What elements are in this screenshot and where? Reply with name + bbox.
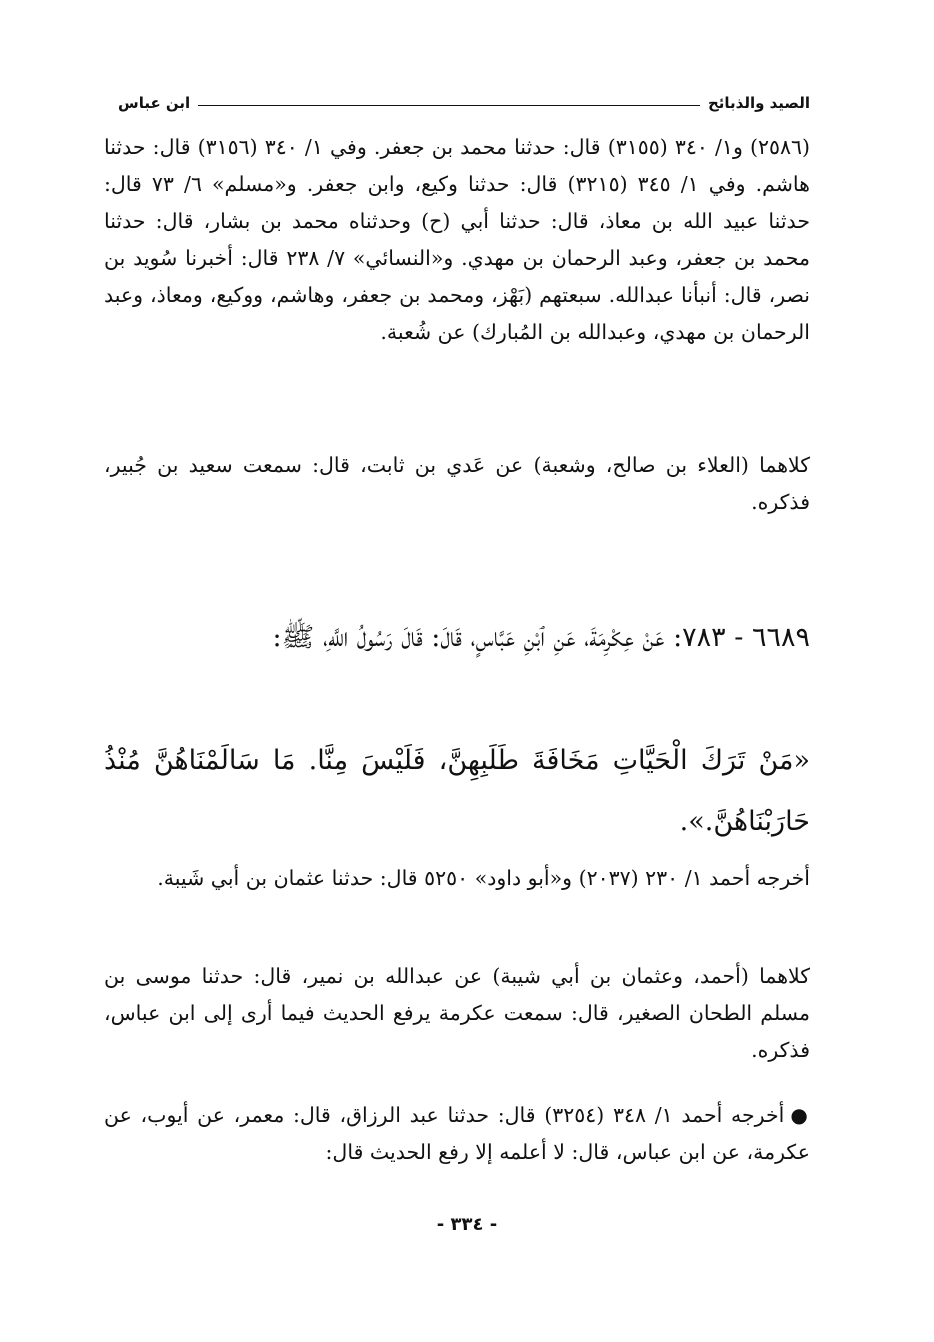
note-paragraph-3: أخرجه أحمد ١/ ٢٣٠ (٢٠٣٧) و«أبو داود» ٥٢٥٠ قال: حدثنا عثمان بن أبي شَيبة. — [157, 866, 810, 890]
book-title: الصيد والذبائح — [707, 94, 810, 112]
running-header — [118, 86, 810, 112]
page-number: - ٣٣٤ - — [436, 1214, 498, 1235]
note-paragraph-5-text: أخرجه أحمد ١/ ٣٤٨ (٣٢٥٤) قال: حدثنا عبد الرزاق، قال: معمر، عن أيوب، عن عكرمة، عن ابن عباس، قال: لا أعلمه إلا رفع الحديث قال: — [104, 1103, 810, 1164]
header-rule — [198, 105, 700, 106]
note-paragraph-5 — [104, 1097, 810, 1171]
hadith-text: «مَنْ تَرَكَ الْحَيَّاتِ مَخَافَةَ طَلَبِهِنَّ، فَلَيْسَ مِنَّا. مَا سَالَمْنَاهُنَّ مُنْذُ حَارَبْنَاهُنَّ.». — [104, 745, 810, 837]
hadith-heading: ٦٦٨٩ - ٧٨٣: عَنْ عِكْرِمَةَ، عَنِ ٱبْنِ عَبَّاسٍ، قَالَ: قَالَ رَسُولُ اللَّهِ، ﷺ: — [272, 622, 810, 653]
note-paragraph-4: كلاهما (أحمد، وعثمان بن أبي شيبة) عن عبدالله بن نمير، قال: حدثنا موسى بن مسلم الطحان الصغير، قال: سمعت عكرمة يرفع الحديث فيما أرى إلى ابن عباس، فذكره. — [104, 964, 810, 1062]
note-paragraph-1: (٢٥٨٦) و١/ ٣٤٠ (٣١٥٥) قال: حدثنا محمد بن جعفر. وفي ١/ ٣٤٠ (٣١٥٦) قال: حدثنا هاشم. وفي ١/ ٣٤٥ (٣٢١٥) قال: حدثنا وكيع، وابن جعفر. و«مسلم» ٦/ ٧٣ قال: حدثنا عبيد الله بن معاذ، قال: حدثنا أبي (ح) وحدثناه محمد بن بشار، قال: حدثنا محمد بن جعفر، وعبد الرحمان بن مهدي. و«النسائي» ٧/ ٢٣٨ قال: أخبرنا سُويد بن نصر، قال: أنبأنا عبدالله. سبعتهم (بَهْز، ومحمد بن جعفر، وهاشم، ووكيع، ومعاذ، وعبد الرحمان بن مهدي، وعبدالله بن المُبارك) عن شُعبة. — [104, 135, 810, 344]
note-paragraph-2: كلاهما (العلاء بن صالح، وشعبة) عن عَدي بن ثابت، قال: سمعت سعيد بن جُبير، فذكره. — [104, 453, 810, 514]
bullet-icon: ● — [790, 1103, 810, 1127]
chapter-name: ابن عباس — [118, 94, 191, 112]
